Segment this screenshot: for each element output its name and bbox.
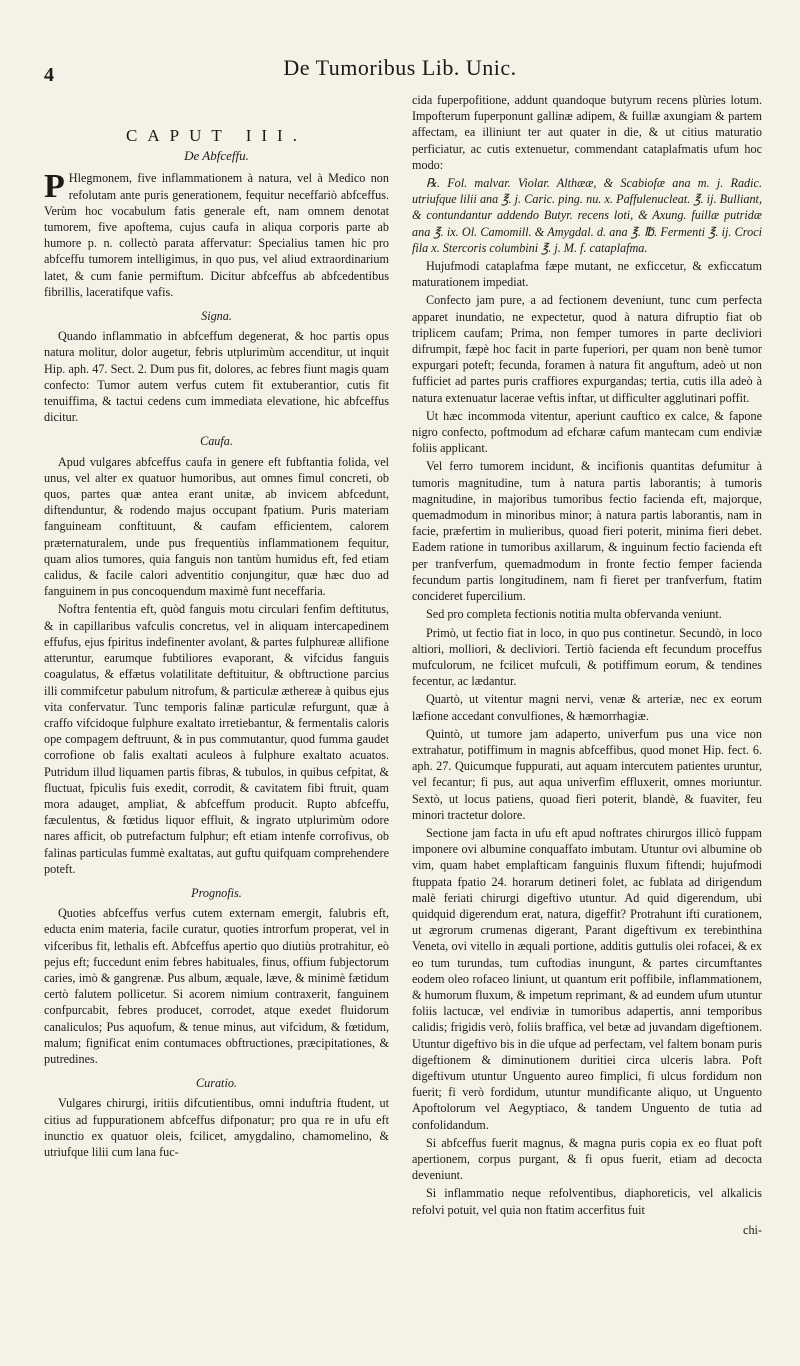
paragraph: Quartò, ut vitentur magni nervi, venæ & arteriæ, nec ex eorum læfione accedant convulfiones, & hæmorrhagiæ. <box>412 692 762 723</box>
paragraph: Si inflammatio neque refolventibus, diaphoreticis, vel alkalicis refolvi potuit, vel quia non ftatim accerfitus fuit <box>412 1186 762 1217</box>
section-heading-signa: Signa. <box>201 309 232 324</box>
section-heading-prognosis: Prognofis. <box>191 885 242 900</box>
paragraph: Vulgares chirurgi, iritiis difcutientibus, omni induftria ftudent, ut citius ad fuppurationem abfceffus difponatur; pro qua re in ufu eft inunctio ex quatuor oleis, fcilicet, amygdalino, chamomelino, & utriufque lilii cum lana fuc- <box>44 1096 389 1159</box>
chapter-subtitle: De Abfceffu. <box>184 148 249 164</box>
paragraph: Sed pro completa fectionis notitia multa obfervanda veniunt. <box>426 607 722 622</box>
paragraph: Sectione jam facta in ufu eft apud noftrates chirurgos illicò fuppam imponere ovi albumine conquaffato imbutam. Utuntur ovi albumine ob vim, quam habet emplafticam fanguinis fluxum fiftendi; hujufmodi ftuppata fpatio 24. horarum detineri folet, ac fublata ad dirigendum malè feriati chirurgi digeftivo utuntur. Ad quid digerendum, ubi quidquid digerendum erat, natura, digeffit? Protrahunt ifti curationem, ut ægrorum crumenas digerant, Parant digeftivum ex terebinthina Veneta, ovi vitello in æquali portione, additis guttulis olei rofacei, & ex eo tum turundas, tum cuftodias inungunt, & partes circumftantes eodem oleo rofaceo liniunt, ut quantum erit poffibile, inflammationem, & humorum fluxum, & impetum reprimant, & ad eundem ufum utuntur foliis lactucæ, vel endiviæ in tumoribus adapertis, anni temporibus calidis; frigidis verò, foliis braffica, vel betæ ad juvandam digeftionem. Utuntur digeftivo bis in die ufque ad perfectam, vel faltem bonam puris digeftionem & diminutionem duritiei circa ulceris labra. Poft digeftivum utuntur Unguento aureo fimplici, fi ulcus fordidum non fuerit; fi verò fordidum, utuntur mundificante aliquo, ut Unguento Apoftolorum vel Aegyptiaco, & tandem Unguento de tutia ad confolidandum. <box>412 825 762 1132</box>
paragraph: Quoties abfceffus verfus cutem externam emergit, falubris eft, educta enim materia, facile curatur, quoties introrfum properat, vel in vifceribus fit, lethalis eft. Abfceffus apertio quo diutiùs protrahitur, eò pejus eft; fuccedunt enim febres habituales, finus, offium fubjectorum caries, imò & gangrenæ. Pus album, æquale, læve, & minimè fætidum certò falutem pollicetur. Si acorem nimium contraxerit, fanguinem confpurcabit, febres producet, corrodet, atque exedet fluidorum canaliculos; Pus aquofum, & tenue minus, aut vifcidum, & fœtidum, malum; fignificat enim contumaces obftructiones, præcipitationes, & putredines. <box>44 906 389 1066</box>
page-number: 4 <box>44 64 54 86</box>
paragraph: Primò, ut fectio fiat in loco, in quo pus continetur. Secundò, in loco altiori, molliori, & decliviori. Tertiò facienda eft fecundum proceffus mufculorum, ne fcilicet mufculi, & potiffimum eorum, & tendines fecentur, ac lædantur. <box>412 625 762 689</box>
paragraph: Confecto jam pure, a ad fectionem deveniunt, tunc cum perfecta apparet inundatio, ne expectetur, quod à natura difruptio fiat ob triplicem caufam; Prima, non femper tumores in parte decliviori difrumpit, fæpè hoc facit in parte fuperiori, per quam non benè tumor expurgari poteft; fecunda, foramen à natura fit anguftum, adeò ut non fufficiet ad partes puris craffiores expurgandas; tertia, cutis illa adeò à natura extenuatur lacerae veftis inftar, ut difficulter agglutinari poffit. <box>412 293 762 405</box>
paragraph: cida fuperpofitione, addunt quandoque butyrum recens plùries lotum. Impofterum fuperponunt gallinæ adipem, & fuillæ axungiam & partem affectam, ea illiniunt ter aut quater in die, & ut citius maturatio perficiatur, ac cutis extenuetur, commendant cataplafmatis ufum hoc modo: <box>412 93 762 172</box>
right-column <box>412 92 762 1238</box>
paragraph: Hujufmodi cataplafma fæpe mutant, ne exficcetur, & exficcatum maturationem impediat. <box>412 259 762 290</box>
paragraph: Quintò, ut tumore jam adaperto, univerfum pus una vice non extrahatur, potiffimum in magnis abfceffibus, quod monet Hip. fect. 6. aph. 27. Quicumque fuppurati, aut aquam intercutem patientes uruntur, vel fecantur; fi pus, aut aqua univerfim effluxerit, omnes moriuntur. Sextò, ut locus patiens, quoad fieri poterit, blandè, & fuaviter, feu minori tractetur dolore. <box>412 726 762 822</box>
running-title: De Tumoribus Lib. Unic. <box>283 55 517 80</box>
paragraph: Si abfceffus fuerit magnus, & magna puris copia ex eo fluat poft apertionem, corpus purgant, & fi opus fuerit, etiam ad decocta deveniunt. <box>412 1135 762 1183</box>
paragraph: Noftra fententia eft, quòd fanguis motu circulari fenfim deftitutus, & in capillaribus vafculis concretus, vel in aliquam intercapedinem effufus, ejus fpiritus indefinenter avolant, & partes fulphureæ allifione atteruntur, earumque fubtiliores evaporant, & vifcidus fanguis coagulatus, & effætus volatilitate deftituitur, & obftructione parcius illi commifcetur pabulum nitrofum, & particulæ æthereæ à quibus ejus vita confervatur. Tunc temporis falinæ particulæ refurgunt, quæ à craffo vifcidoque fulphure exaltato irretiebantur, & fermentalis caloris ope compagem deftruunt, & in pus commutantur, quod fumma gaudet corrofione ob falis exaltati aculeos à fulphure exaltato acuatos. Putridum illud liquamen partis fibras, & tubulos, in quibus cefpitat, & fluctuat, fpiculis fuis exedit, corrodit, & cavitatem fibi ftruit, quam mora adauget, ampliat, & abfceffum producit. Rupto abfceffu, fæculentus, & fœtidus liquor effluit, & ingrato utplurimùm odore nares afficit, ob putrefactum fulphur; eft etiam intenfe corrofivus, ob falinas particulas fummè exaltatas, aut guftu quifquam comprehendere poteft. <box>44 602 389 876</box>
chapter-heading: CAPUT III. <box>126 126 307 145</box>
paragraph: Vel ferro tumorem incidunt, & incifionis quantitas defumitur à tumoris magnitudine, tum à natura partis laborantis; à tumoris magnitudine, in majoribus tumoribus fectio facienda eft, majorque, quemadmodum in minoribus minor; à natura partis laborantis, nam in facie, præfertim in mulieribus, quoad fieri poterit, minima fieri debet. Eadem ratione in tumoribus axillarum, & inguinum fectio facienda eft per tranfverfum, quemadmodum in fronte fectio femper facienda fecundum partis longitudinem, nam fi fieret per tranfverfum, ftatim concideret fupercilium. <box>412 459 762 604</box>
paragraph: PHlegmonem, five inflammationem à natura, vel à Medico non refolutam ante puris generationem, fequitur neceffariò abfceffus. Verùm hoc vocabulum fatis generale eft, nam omnem denotat tumorem, five apoftema, cujus caufa in aliqua corporis parte ab humore p. n. collectò parata affervatur: Specialius tamen hic pro abfceffu tumorem intelligimus, in quo pus, vel aliud extraordinarium latet, & cum fanie permiftum. Dicitur abfceffus ab abfcedentibus fibrillis, laceratifque vafis. <box>44 168 389 299</box>
paragraph: Apud vulgares abfceffus caufa in genere eft fubftantia folida, vel unus, vel alter ex quatuor humoribus, aut omnes fimul concreti, ob quos, partes quæ antea erant unitæ, ab invicem abfcedunt, diftenduntur, & rodendo majus occupant fpatium. Puris materiam fanguineam conftituunt, & caufam efficientem, calorem præternaturalem, unde pus frequentiùs inflammationem fequitur, quam alios tumores, quia fanguis non tantùm humidus eft, fed etiam calidus, & facile calori adventitio conjungitur, quæ hæc duo ad fanguinem in pus concoquendum maximè funt neceffaria. <box>44 454 389 599</box>
catchword: chi- <box>743 1222 762 1237</box>
left-column <box>44 110 389 1162</box>
prescription: ℞. Fol. malvar. Violar. Althææ, & Scabiofæ ana m. j. Radic. utriufque lilii ana ℥. j. Caric. ping. nu. x. Paffulenucleat. ℥. ij. Bulliant, & contundantur addendo Butyr. recens loti, & Axung. fuillæ putridæ ana ℥. ix. Ol. Camomill. & Amygdal. d. ana ℥. ℔. Fermenti ℥. ij. Croci fila x. Stercoris columbini ℥. j. M. f. cataplafma. <box>412 176 762 255</box>
paragraph: Ut hæc incommoda vitentur, aperiunt cauftico ex calce, & fapone nigro confecto, poftmodum ad efcharæ cafum mantecam cum endiviæ foliis applicant. <box>412 408 762 456</box>
section-heading-causa: Caufa. <box>200 434 233 449</box>
paragraph: Quando inflammatio in abfceffum degenerat, & hoc partis opus natura molitur, dolor augetur, febris utplurimùm accenditur, ut inquit Hip. aph. 47. Sect. 2. Dum pus fit, dolores, ac febres fiunt magis quam confecto: Tumor autem verfus cutem fit extuberantior, cutis fit tenuiffima, & tactui cedens cum immediata elevatione, hic abfceffus dicitur. <box>44 329 389 425</box>
section-heading-curatio: Curatio. <box>196 1076 237 1091</box>
